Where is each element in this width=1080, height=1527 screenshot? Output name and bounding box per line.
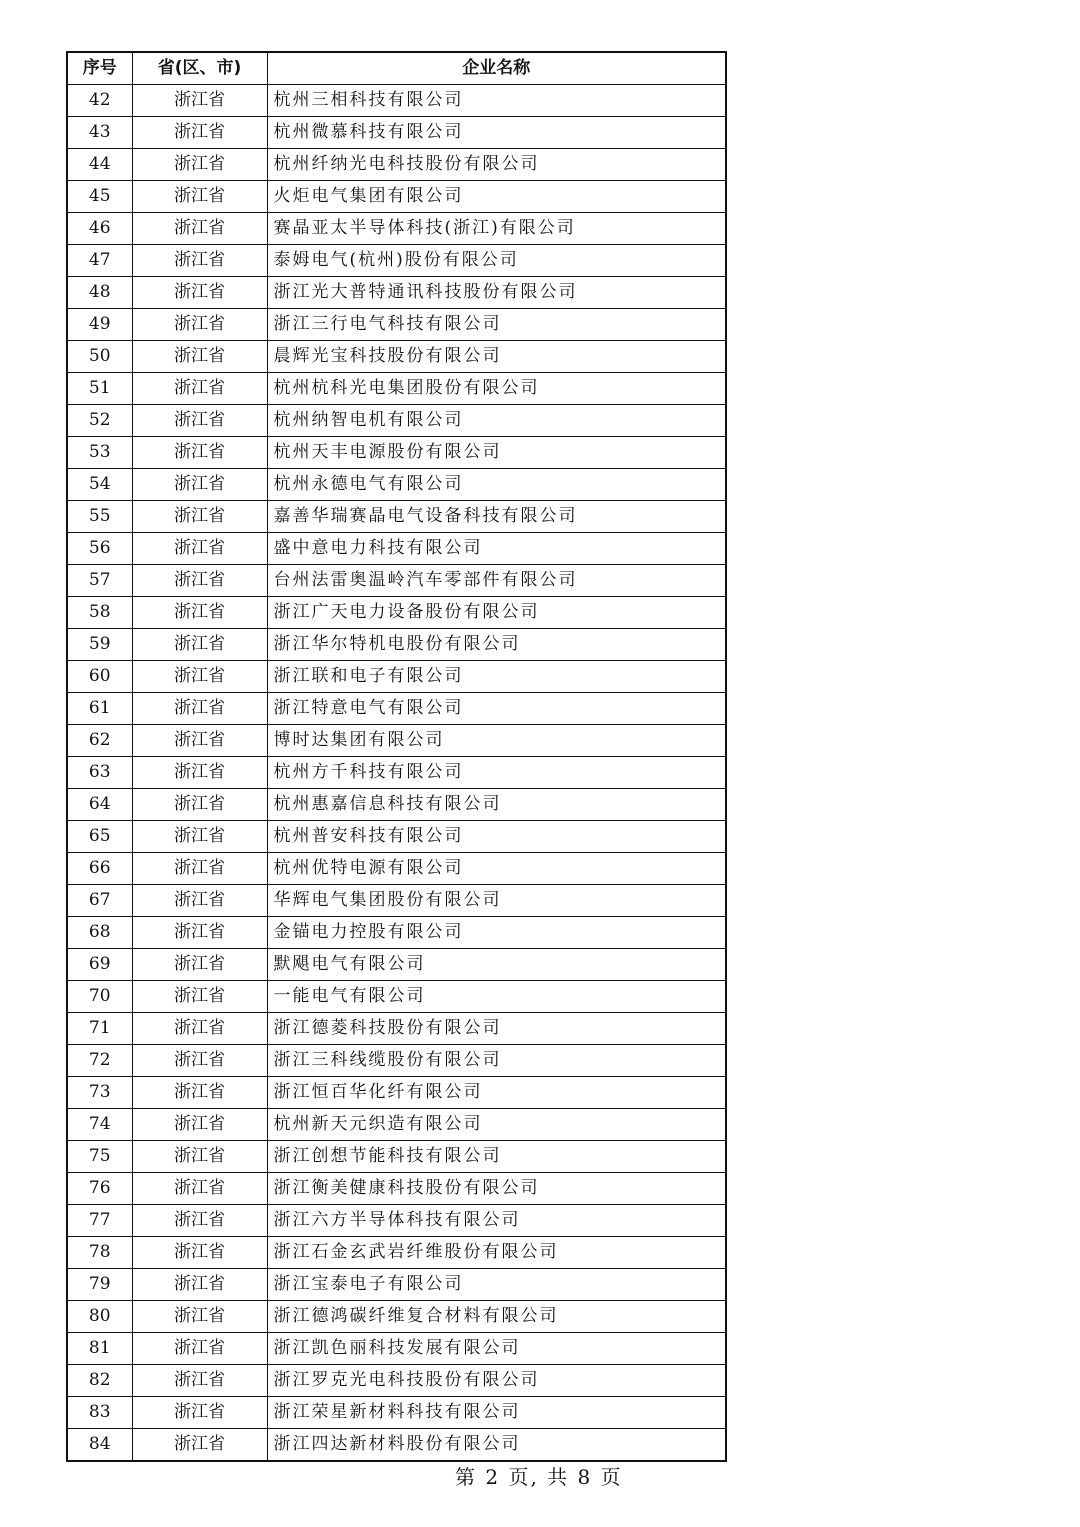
table-row [67,245,726,277]
serial-number-cell: 62 [67,725,132,757]
serial-number-cell: 58 [67,597,132,629]
company-name-cell: 杭州普安科技有限公司 [267,821,726,853]
table-row [67,1077,726,1109]
province-cell: 浙江省 [132,693,267,725]
page-number: 第 2 页, 共 8 页 [455,1465,623,1489]
company-name-cell: 晨辉光宝科技股份有限公司 [267,341,726,373]
company-name-cell: 浙江联和电子有限公司 [267,661,726,693]
table-row [67,821,726,853]
company-name-cell: 火炬电气集团有限公司 [267,181,726,213]
company-name-cell: 杭州永德电气有限公司 [267,469,726,501]
company-name-cell: 浙江特意电气有限公司 [267,693,726,725]
serial-number-cell: 51 [67,373,132,405]
province-cell: 浙江省 [132,725,267,757]
table-row [67,117,726,149]
table-row [67,1269,726,1301]
company-name-cell: 浙江荣星新材料科技有限公司 [267,1397,726,1429]
province-cell: 浙江省 [132,1333,267,1365]
serial-number-cell: 79 [67,1269,132,1301]
company-name-cell: 浙江光大普特通讯科技股份有限公司 [267,277,726,309]
company-name-cell: 杭州微慕科技有限公司 [267,117,726,149]
serial-number-cell: 72 [67,1045,132,1077]
company-name-cell: 嘉善华瑞赛晶电气设备科技有限公司 [267,501,726,533]
company-name-cell: 台州法雷奥温岭汽车零部件有限公司 [267,565,726,597]
table-row [67,853,726,885]
province-cell: 浙江省 [132,885,267,917]
serial-number-cell: 45 [67,181,132,213]
company-name-cell: 浙江罗克光电科技股份有限公司 [267,1365,726,1397]
table-row [67,405,726,437]
table-row [67,565,726,597]
province-cell: 浙江省 [132,1429,267,1462]
company-name-cell: 杭州方千科技有限公司 [267,757,726,789]
serial-number-cell: 56 [67,533,132,565]
serial-number-cell: 42 [67,85,132,117]
province-cell: 浙江省 [132,181,267,213]
serial-number-cell: 75 [67,1141,132,1173]
serial-number-cell: 67 [67,885,132,917]
table-row [67,629,726,661]
serial-number-cell: 77 [67,1205,132,1237]
company-list-table [66,51,727,1462]
province-cell: 浙江省 [132,1045,267,1077]
header-serial-number: 序号 [67,52,132,85]
serial-number-cell: 49 [67,309,132,341]
serial-number-cell: 64 [67,789,132,821]
header-company-name: 企业名称 [267,52,726,85]
serial-number-cell: 55 [67,501,132,533]
province-cell: 浙江省 [132,309,267,341]
company-name-cell: 杭州新天元织造有限公司 [267,1109,726,1141]
table-row [67,85,726,117]
company-name-cell: 杭州杭科光电集团股份有限公司 [267,373,726,405]
table-row [67,277,726,309]
serial-number-cell: 83 [67,1397,132,1429]
table-row [67,1013,726,1045]
table-row [67,437,726,469]
province-cell: 浙江省 [132,373,267,405]
table-row [67,1045,726,1077]
province-cell: 浙江省 [132,1365,267,1397]
province-cell: 浙江省 [132,565,267,597]
table-row [67,1397,726,1429]
serial-number-cell: 65 [67,821,132,853]
province-cell: 浙江省 [132,117,267,149]
company-name-cell: 浙江恒百华化纤有限公司 [267,1077,726,1109]
serial-number-cell: 84 [67,1429,132,1462]
company-name-cell: 浙江德菱科技股份有限公司 [267,1013,726,1045]
company-name-cell: 浙江华尔特机电股份有限公司 [267,629,726,661]
header-province: 省(区、市) [132,52,267,85]
province-cell: 浙江省 [132,1269,267,1301]
province-cell: 浙江省 [132,1109,267,1141]
province-cell: 浙江省 [132,469,267,501]
serial-number-cell: 53 [67,437,132,469]
company-name-cell: 博时达集团有限公司 [267,725,726,757]
province-cell: 浙江省 [132,1205,267,1237]
company-name-cell: 浙江三科线缆股份有限公司 [267,1045,726,1077]
company-name-cell: 金锚电力控股有限公司 [267,917,726,949]
company-name-cell: 杭州优特电源有限公司 [267,853,726,885]
province-cell: 浙江省 [132,405,267,437]
province-cell: 浙江省 [132,789,267,821]
table-row [67,981,726,1013]
serial-number-cell: 52 [67,405,132,437]
company-name-cell: 默飓电气有限公司 [267,949,726,981]
table-header [67,52,726,85]
province-cell: 浙江省 [132,949,267,981]
company-name-cell: 泰姆电气(杭州)股份有限公司 [267,245,726,277]
province-cell: 浙江省 [132,501,267,533]
serial-number-cell: 70 [67,981,132,1013]
serial-number-cell: 68 [67,917,132,949]
table-row [67,1301,726,1333]
table-row [67,757,726,789]
province-cell: 浙江省 [132,821,267,853]
table-row [67,597,726,629]
table-row [67,1333,726,1365]
province-cell: 浙江省 [132,341,267,373]
table-row [67,181,726,213]
serial-number-cell: 54 [67,469,132,501]
province-cell: 浙江省 [132,1301,267,1333]
company-name-cell: 赛晶亚太半导体科技(浙江)有限公司 [267,213,726,245]
company-name-cell: 一能电气有限公司 [267,981,726,1013]
table-row [67,341,726,373]
serial-number-cell: 44 [67,149,132,181]
serial-number-cell: 43 [67,117,132,149]
serial-number-cell: 57 [67,565,132,597]
province-cell: 浙江省 [132,213,267,245]
province-cell: 浙江省 [132,85,267,117]
table-row [67,725,726,757]
province-cell: 浙江省 [132,597,267,629]
table-body [67,85,726,1462]
serial-number-cell: 76 [67,1173,132,1205]
table-row [67,1205,726,1237]
header-row [67,52,726,85]
company-name-cell: 浙江衡美健康科技股份有限公司 [267,1173,726,1205]
table-row [67,149,726,181]
company-name-cell: 浙江三行电气科技有限公司 [267,309,726,341]
province-cell: 浙江省 [132,853,267,885]
company-name-cell: 杭州天丰电源股份有限公司 [267,437,726,469]
table-row [67,917,726,949]
province-cell: 浙江省 [132,1013,267,1045]
serial-number-cell: 61 [67,693,132,725]
province-cell: 浙江省 [132,437,267,469]
province-cell: 浙江省 [132,1397,267,1429]
table-row [67,501,726,533]
table-row [67,661,726,693]
serial-number-cell: 81 [67,1333,132,1365]
table-row [67,309,726,341]
province-cell: 浙江省 [132,661,267,693]
province-cell: 浙江省 [132,149,267,181]
company-name-cell: 杭州三相科技有限公司 [267,85,726,117]
province-cell: 浙江省 [132,277,267,309]
serial-number-cell: 48 [67,277,132,309]
table-row [67,213,726,245]
company-name-cell: 浙江宝泰电子有限公司 [267,1269,726,1301]
table-row [67,1173,726,1205]
serial-number-cell: 63 [67,757,132,789]
table-row [67,1365,726,1397]
table-row [67,373,726,405]
company-name-cell: 盛中意电力科技有限公司 [267,533,726,565]
table-row [67,1429,726,1462]
province-cell: 浙江省 [132,1173,267,1205]
province-cell: 浙江省 [132,1141,267,1173]
serial-number-cell: 59 [67,629,132,661]
serial-number-cell: 80 [67,1301,132,1333]
company-name-cell: 杭州纤纳光电科技股份有限公司 [267,149,726,181]
province-cell: 浙江省 [132,1237,267,1269]
company-name-cell: 浙江石金玄武岩纤维股份有限公司 [267,1237,726,1269]
province-cell: 浙江省 [132,629,267,661]
table-row [67,1109,726,1141]
serial-number-cell: 47 [67,245,132,277]
province-cell: 浙江省 [132,981,267,1013]
company-name-cell: 浙江四达新材料股份有限公司 [267,1429,726,1462]
serial-number-cell: 46 [67,213,132,245]
company-name-cell: 浙江广天电力设备股份有限公司 [267,597,726,629]
province-cell: 浙江省 [132,245,267,277]
serial-number-cell: 74 [67,1109,132,1141]
company-name-cell: 杭州惠嘉信息科技有限公司 [267,789,726,821]
company-name-cell: 浙江凯色丽科技发展有限公司 [267,1333,726,1365]
table-row [67,1237,726,1269]
table-row [67,789,726,821]
serial-number-cell: 78 [67,1237,132,1269]
company-name-cell: 华辉电气集团股份有限公司 [267,885,726,917]
table-row [67,693,726,725]
serial-number-cell: 60 [67,661,132,693]
table-row [67,469,726,501]
company-name-cell: 浙江六方半导体科技有限公司 [267,1205,726,1237]
serial-number-cell: 82 [67,1365,132,1397]
company-name-cell: 杭州纳智电机有限公司 [267,405,726,437]
serial-number-cell: 71 [67,1013,132,1045]
province-cell: 浙江省 [132,917,267,949]
province-cell: 浙江省 [132,533,267,565]
table-row [67,885,726,917]
province-cell: 浙江省 [132,757,267,789]
company-name-cell: 浙江创想节能科技有限公司 [267,1141,726,1173]
table-row [67,1141,726,1173]
serial-number-cell: 50 [67,341,132,373]
serial-number-cell: 69 [67,949,132,981]
serial-number-cell: 73 [67,1077,132,1109]
province-cell: 浙江省 [132,1077,267,1109]
table-row [67,533,726,565]
serial-number-cell: 66 [67,853,132,885]
table-row [67,949,726,981]
company-name-cell: 浙江德鸿碳纤维复合材料有限公司 [267,1301,726,1333]
